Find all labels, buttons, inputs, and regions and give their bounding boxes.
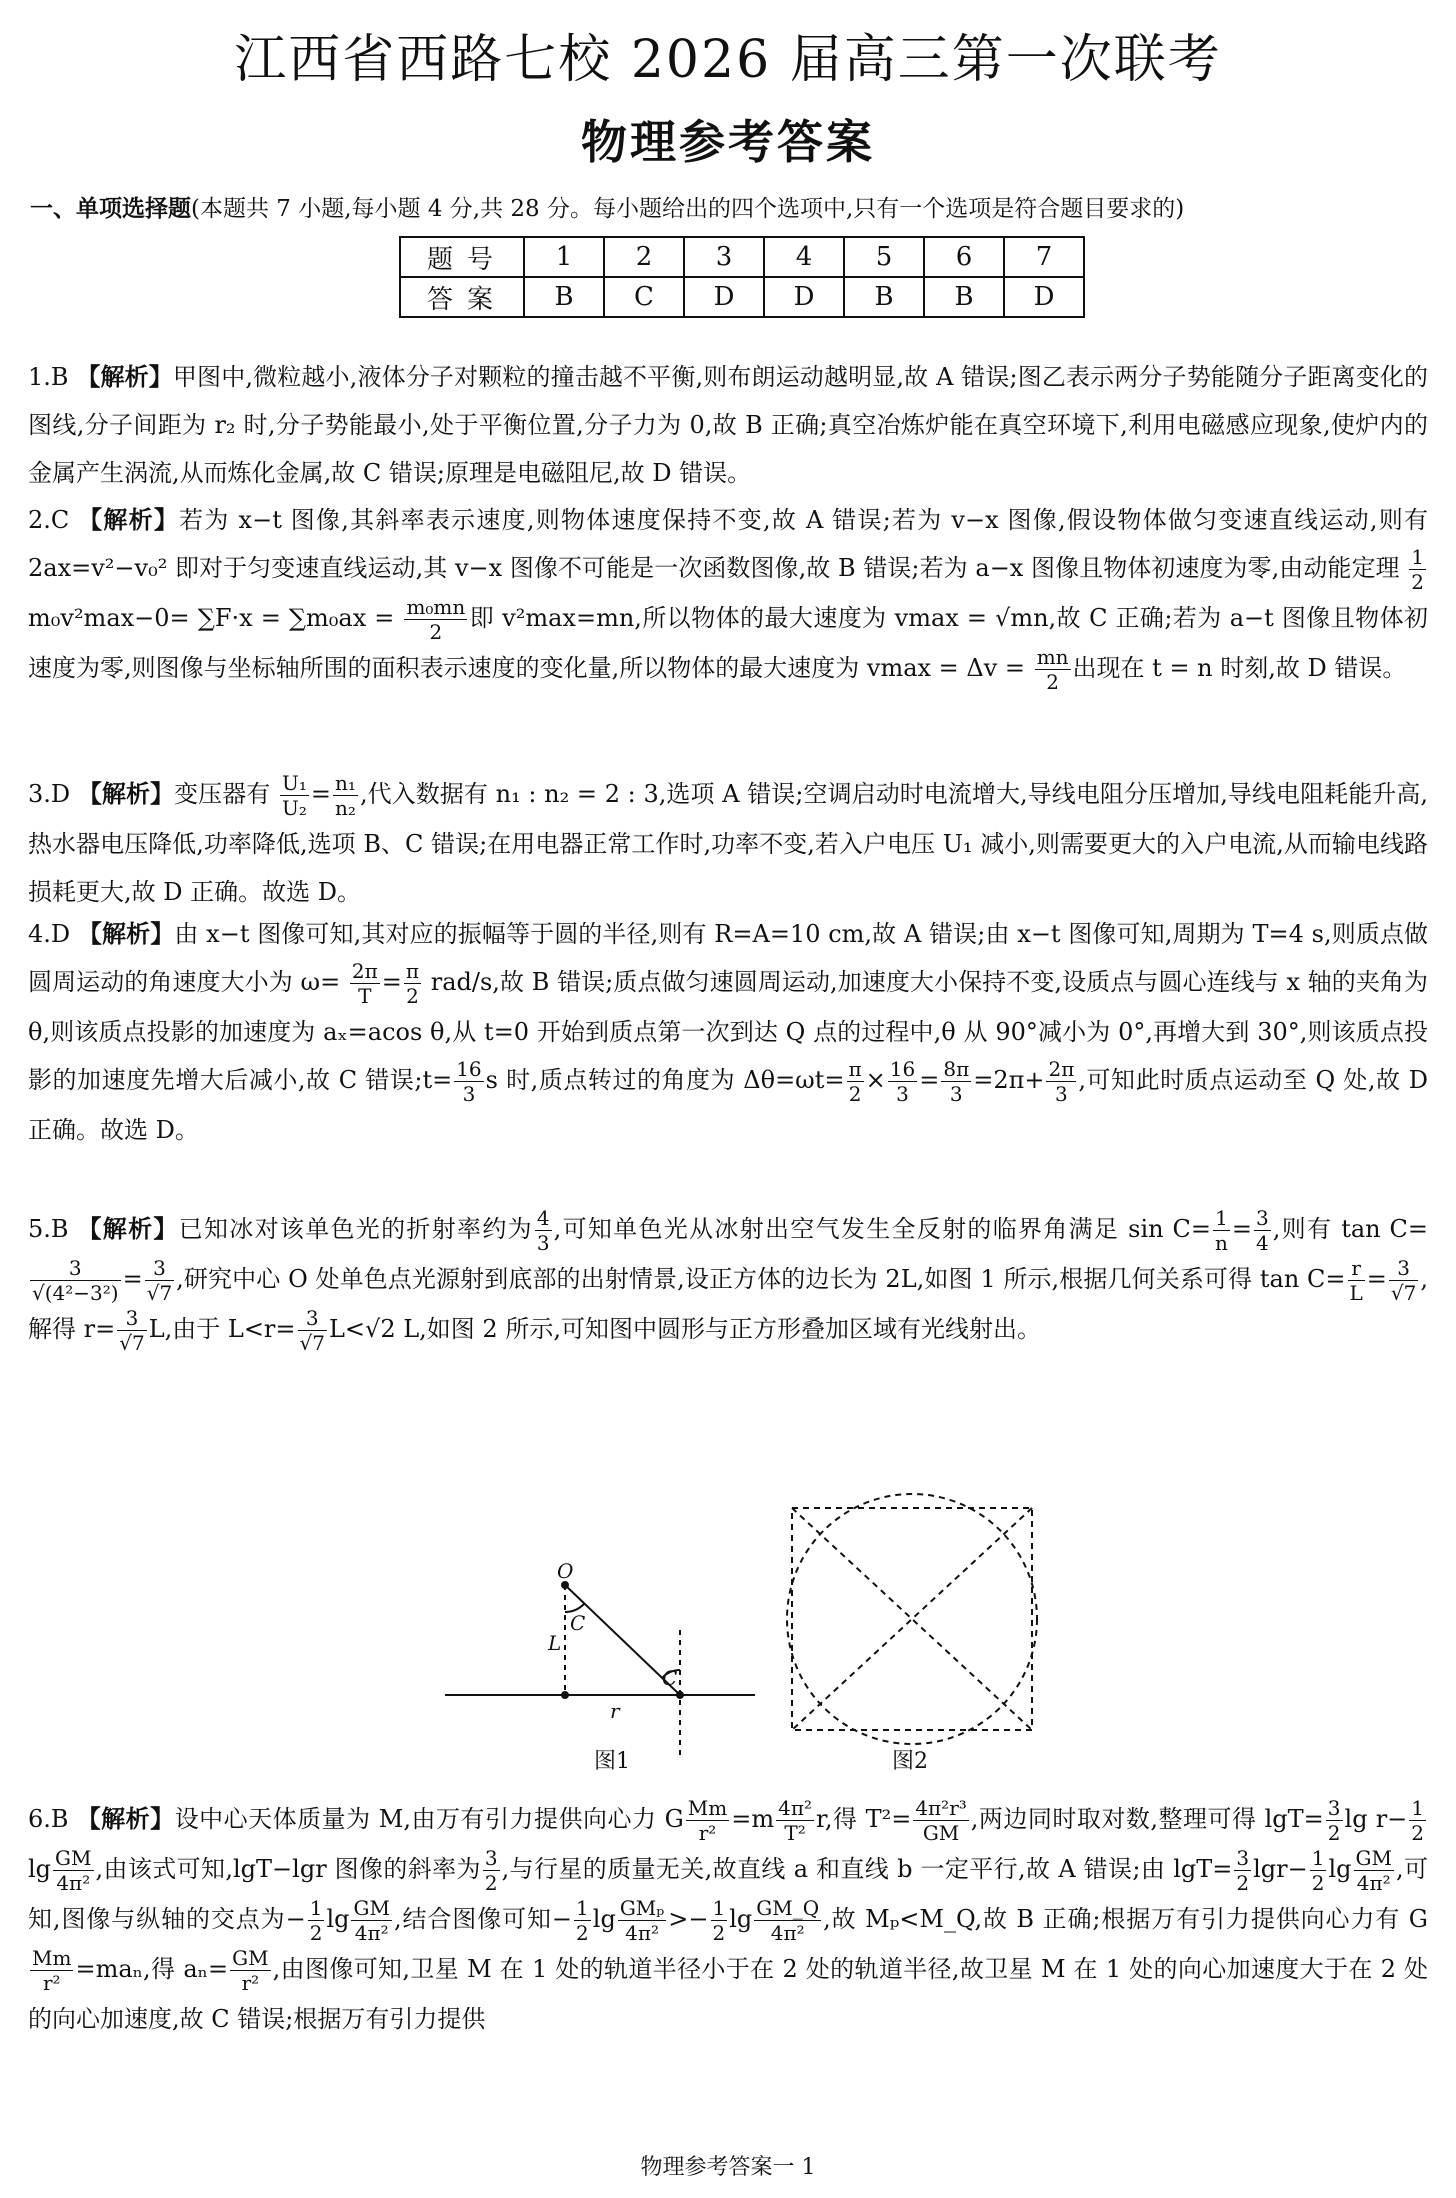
page-subtitle: 物理参考答案 <box>581 115 875 169</box>
fig1-label-r: r <box>610 1699 620 1723</box>
q6-text: ,结合图像可知− <box>393 1905 573 1933</box>
fraction: $\frac{3}{2}$ <box>1236 1846 1250 1895</box>
q6-text: lg <box>592 1905 616 1933</box>
fig1-label-c-top: C <box>570 1611 586 1635</box>
fraction: $\frac{8\pi}{3}$ <box>943 1057 970 1106</box>
q6-text: r,得 T²= <box>815 1805 912 1833</box>
q5-text-e: ,解得 r= <box>28 1265 1428 1343</box>
figure-2-diagram <box>787 1494 1037 1744</box>
fraction: $\frac{1}{2}$ <box>1411 545 1424 594</box>
equals-sign: = <box>919 1066 940 1094</box>
fraction: $\frac{3}{√7}$ <box>119 1306 145 1355</box>
question-4 <box>28 910 1428 1154</box>
fraction: $\frac{3}{2}$ <box>484 1846 498 1895</box>
q5-text-a: 已知冰对该单色光的折射率约为 <box>178 1215 533 1243</box>
fig2-circle <box>787 1494 1037 1744</box>
table-header-answer: 答案 <box>400 277 524 317</box>
fraction: $\frac{2\pi}{3}$ <box>1048 1057 1075 1106</box>
q6-text: ,与行星的质量无关,故直线 a 和直线 b 一定平行,故 A 错误;由 lgT= <box>501 1855 1233 1883</box>
equals-sign: = <box>310 780 332 808</box>
section-title: 一、单项选择题 <box>30 195 191 222</box>
answer-table <box>399 236 1085 318</box>
page-footer: 物理参考答案一 1 <box>640 2155 816 2180</box>
q3-number: 3.D <box>28 780 71 808</box>
figure-1-caption: 图1 <box>594 1749 630 1774</box>
fraction: $\frac{1}{2}$ <box>576 1896 589 1945</box>
q4-text-c: s 时,质点转过的角度为 Δθ=ωt= <box>485 1066 845 1094</box>
fig1-exit-point <box>677 1692 683 1698</box>
fraction: $\frac{\text{n₁}}{\text{n₂}}$ <box>335 771 356 820</box>
q4-tag: 【解析】 <box>77 919 175 948</box>
fraction: $\frac{\pi}{2}$ <box>848 1057 862 1106</box>
q6-tag: 【解析】 <box>76 1804 175 1833</box>
fraction: $\frac{GM}{\text{4π²}}$ <box>55 1846 92 1895</box>
q6-text: lgr− <box>1253 1855 1308 1883</box>
q5-text-f: L,由于 L<r= <box>148 1315 296 1343</box>
q6-text: ,可知,图像与纵轴的交点为− <box>28 1855 1428 1933</box>
fraction: $\frac{2\pi}{T}$ <box>351 959 378 1008</box>
fraction: $\frac{GM}{\text{r²}}$ <box>232 1946 269 1995</box>
figures <box>0 1490 1456 1780</box>
table-cell: D <box>1004 277 1084 317</box>
question-6 <box>28 1795 1428 2043</box>
q6-number: 6.B <box>28 1805 69 1833</box>
q4-text-a: 由 x−t 图像可知,其对应的振幅等于圆的半径,则有 R=A=10 cm,故 A 错误;由 x−t 图像可知,周期为 T=4 s,则质点做圆周运动的角速度大小为 ω= <box>28 920 1429 996</box>
equals-sign: = <box>1366 1265 1387 1293</box>
fraction: $\frac{1}{2}$ <box>1411 1796 1425 1845</box>
equals-sign: = <box>381 968 402 996</box>
table-header-question: 题号 <box>400 237 524 277</box>
page-title: 江西省西路七校 2026 届高三第一次联考 <box>234 30 1222 90</box>
q6-text: =maₙ,得 aₙ= <box>75 1955 229 1983</box>
fraction: $\frac{\text{m₀mn}}{2}$ <box>406 595 466 644</box>
fraction: $\frac{3}{2}$ <box>1327 1796 1341 1845</box>
table-cell: 5 <box>844 237 924 277</box>
table-cell: 7 <box>1004 237 1084 277</box>
q1-number: 1.B <box>28 363 69 391</box>
q5-number: 5.B <box>28 1215 69 1243</box>
fraction: $\frac{16}{3}$ <box>889 1057 916 1106</box>
table-cell: D <box>684 277 764 317</box>
fig1-label-o: O <box>557 1559 574 1583</box>
q5-text-g: L<√2 L,如图 2 所示,可知图中圆形与正方形叠加区域有光线射出。 <box>328 1315 1041 1343</box>
fraction: $\frac{\pi}{2}$ <box>405 959 420 1008</box>
q2-text-a: 若为 x−t 图像,其斜率表示速度,则物体速度保持不变,故 A 错误;若为 v−x 图像,假设物体做匀变速直线运动,则有 2ax=v²−v₀² 即对于匀变速直线运动,其 v−x 图像不可能是一次函数图像,故 B 错误;若为 a−x 图像且物体初速度为零,由动能定理 <box>28 506 1429 582</box>
fraction: $\frac{\text{GMₚ}}{\text{4π²}}$ <box>619 1896 665 1945</box>
q6-text: lg <box>28 1855 52 1883</box>
table-cell: 2 <box>604 237 684 277</box>
fraction: $\frac{\text{4π²}}{\text{T²}}$ <box>778 1796 812 1845</box>
fraction: $\frac{3}{√7}$ <box>299 1306 325 1355</box>
q5-text-b: ,可知单色光从冰射出空气发生全反射的临界角满足 sin C= <box>553 1215 1211 1243</box>
table-cell: 1 <box>524 237 604 277</box>
question-2 <box>28 496 1428 694</box>
q1-tag: 【解析】 <box>76 362 173 391</box>
fraction: $\frac{r}{L}$ <box>1349 1256 1363 1305</box>
q6-text: lg <box>729 1905 753 1933</box>
q6-text: ,故 Mₚ<M_Q,故 B 正确;根据万有引力提供向心力有 G <box>823 1905 1428 1933</box>
equals-sign: = <box>122 1265 143 1293</box>
fraction: $\frac{4}{3}$ <box>536 1206 550 1255</box>
question-1 <box>28 353 1428 497</box>
fraction: $\frac{1}{2}$ <box>712 1896 726 1945</box>
q2-text-b: m₀v²max−0= ∑F·x = ∑m₀ax = <box>28 604 395 632</box>
fraction: $\frac{GM}{\text{4π²}}$ <box>1355 1846 1392 1895</box>
table-cell: D <box>764 277 844 317</box>
q2-text-d: 出现在 t = n 时刻,故 D 错误。 <box>1072 654 1407 682</box>
fraction: $\frac{3}{\text{√(4²−3²)}}$ <box>32 1256 119 1305</box>
q4-text-b: rad/s,故 B 错误;质点做匀速圆周运动,加速度大小保持不变,设质点与圆心连线与 x 轴的夹角为 θ,则该质点投影的加速度为 aₓ=acos θ,从 t=0 开始到质点第一次到达 Q 点的过程中,θ 从 90°减小为 0°,再增大到 30°,则该质点投影的加速度先增大后减小,故 C 错误;t= <box>28 968 1428 1094</box>
fraction: $\frac{1}{2}$ <box>309 1896 323 1945</box>
q6-text: >− <box>668 1905 709 1933</box>
q6-text: ,由图像可知,卫星 M 在 1 处的轨道半径小于在 2 处的轨道半径,故卫星 M 在 1 处的向心加速度大于在 2 处的向心加速度,故 C 错误;根据万有引力提供 <box>28 1955 1428 2033</box>
section-heading <box>30 192 1430 226</box>
q6-text: ,两边同时取对数,整理可得 lgT= <box>970 1805 1324 1833</box>
q1-text: 甲图中,微粒越小,液体分子对颗粒的撞击越不平衡,则布朗运动越明显,故 A 错误;图乙表示两分子势能随分子距离变化的图线,分子间距为 r₂ 时,分子势能最小,处于平衡位置,分子力为 0,故 B 正确;真空冶炼炉能在真空环境下,利用电磁感应现象,使炉内的金属产生涡流,从而炼化金属,故 C 错误;原理是电磁阻尼,故 D 错误。 <box>28 363 1428 487</box>
answer-table-row-questions <box>400 237 1084 277</box>
q4-text-e: ,可知此时质点运动至 Q 处,故 D 正确。故选 D。 <box>28 1066 1428 1144</box>
fig1-label-c-bottom: C <box>662 1666 678 1690</box>
times-sign: × <box>865 1066 886 1094</box>
q5-text-d: ,研究中心 O 处单色点光源射到底部的出射情景,设正方体的边长为 2L,如图 1 所示,根据几何关系可得 tan C= <box>176 1265 1346 1293</box>
table-cell: 4 <box>764 237 844 277</box>
fraction: $\frac{Mm}{\text{r²}}$ <box>687 1796 728 1845</box>
fraction: $\frac{\text{U₁}}{\text{U₂}}$ <box>282 771 307 820</box>
fraction: $\frac{Mm}{\text{r²}}$ <box>32 1946 72 1995</box>
q6-text: lg <box>1328 1855 1352 1883</box>
fig1-label-l: L <box>548 1631 562 1655</box>
q6-text: lg <box>326 1905 350 1933</box>
fraction: $\frac{3}{√7}$ <box>146 1256 173 1305</box>
question-5 <box>28 1205 1428 1355</box>
table-cell: C <box>604 277 684 317</box>
fraction: $\frac{mn}{2}$ <box>1036 645 1069 694</box>
fraction: $\frac{16}{3}$ <box>456 1057 482 1106</box>
q5-text-c: ,则有 tan C= <box>1272 1215 1429 1243</box>
fraction: $\frac{GM}{\text{4π²}}$ <box>353 1896 390 1945</box>
q3-text-a: 变压器有 <box>174 780 271 808</box>
fraction: $\frac{GM\_Q}{\text{4π²}}$ <box>756 1896 820 1945</box>
fraction: $\frac{\text{4π²r³}}{GM}$ <box>915 1796 967 1845</box>
q3-tag: 【解析】 <box>77 779 175 808</box>
q2-number: 2.C <box>28 506 70 534</box>
fraction: $\frac{1}{2}$ <box>1311 1846 1325 1895</box>
q2-tag: 【解析】 <box>78 505 180 534</box>
fraction: $\frac{3}{4}$ <box>1256 1206 1269 1255</box>
figure-2-caption: 图2 <box>892 1749 928 1774</box>
table-cell: B <box>844 277 924 317</box>
figure-1-diagram <box>445 1582 755 1755</box>
q6-text: 设中心天体质量为 M,由万有引力提供向心力 G <box>174 1805 684 1833</box>
table-cell: B <box>524 277 604 317</box>
fraction: $\frac{1}{n}$ <box>1215 1206 1228 1255</box>
q3-text-b: ,代入数据有 n₁ : n₂ = 2 : 3,选项 A 错误;空调启动时电流增大,导线电阻分压增加,导线电阻耗能升高,热水器电压降低,功率降低,选项 B、C 错误;在用电器正常工作时,功率不变,若入户电压 U₁ 减小,则需要更大的入户电流,从而输电线路损耗更大,故 D 正确。故选 D。 <box>28 780 1429 906</box>
table-cell: 6 <box>924 237 1004 277</box>
question-3 <box>28 770 1428 916</box>
q6-text: =m <box>731 1805 775 1833</box>
fraction: $\frac{3}{√7}$ <box>1390 1256 1417 1305</box>
table-cell: 3 <box>684 237 764 277</box>
table-cell: B <box>924 277 1004 317</box>
fig1-foot-point <box>562 1692 568 1698</box>
q6-text: ,由该式可知,lgT−lgr 图像的斜率为 <box>95 1855 481 1883</box>
q4-number: 4.D <box>28 920 71 948</box>
q2-text-c: 即 v²max=mn,所以物体的最大速度为 vmax = √mn,故 C 正确;若为 a−t 图像且物体初速度为零,则图像与坐标轴所围的面积表示速度的变化量,所以物体的最大速度为 vmax = Δv = <box>28 604 1428 682</box>
q4-text-d: =2π+ <box>973 1066 1045 1094</box>
answer-table-row-answers <box>400 277 1084 317</box>
equals-sign: = <box>1231 1215 1252 1243</box>
q5-tag: 【解析】 <box>77 1214 179 1243</box>
section-note: (本题共 7 小题,每小题 4 分,共 28 分。每小题给出的四个选项中,只有一个选项是符合题目要求的) <box>191 196 1185 222</box>
q6-text: lg r− <box>1344 1805 1408 1833</box>
